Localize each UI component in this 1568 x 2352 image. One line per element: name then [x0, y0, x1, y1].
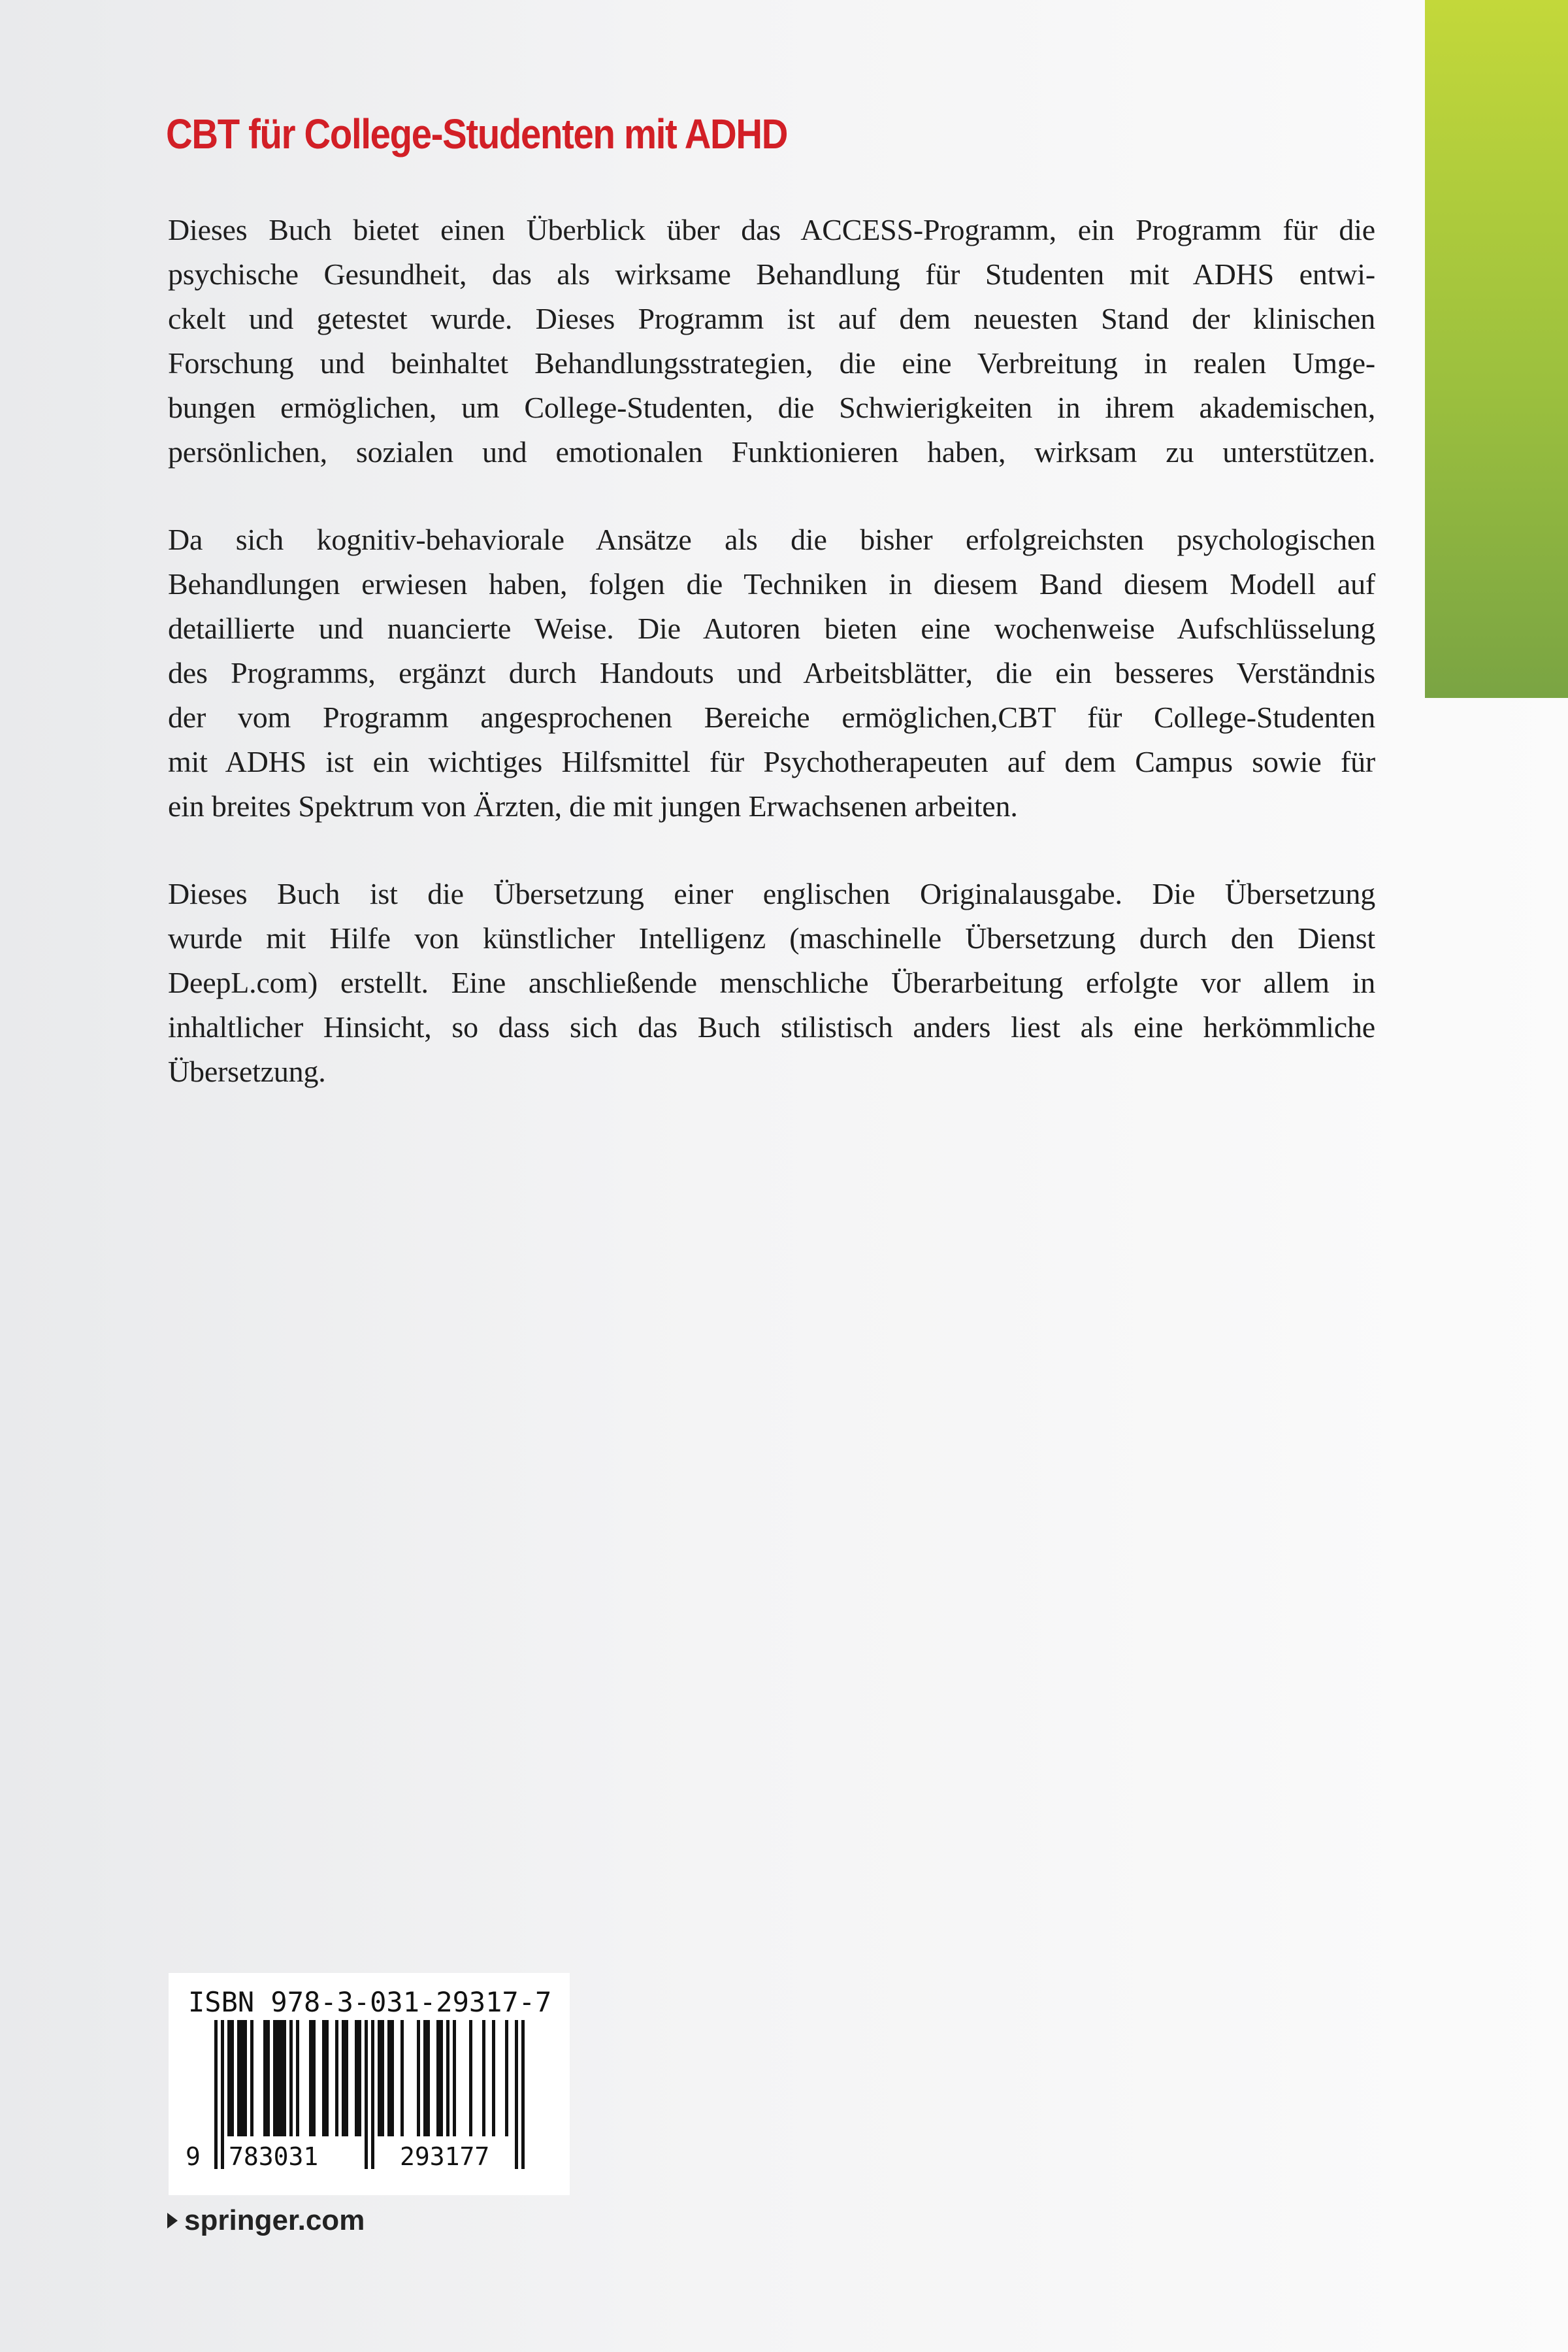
text-line: der vom Programm angesprochenen Bereiche ermöglichen,CBT für College-Studenten — [168, 701, 1375, 734]
barcode-bar — [387, 2020, 394, 2136]
barcode-bar — [482, 2020, 485, 2136]
barcode-bar — [355, 2020, 361, 2136]
paragraph-2 — [168, 518, 1375, 829]
arrow-right-icon — [167, 2213, 178, 2228]
barcode-bar — [322, 2020, 329, 2136]
barcode-bar — [342, 2020, 348, 2136]
text-line: des Programms, ergänzt durch Handouts und Arbeitsblätter, die ein besseres Verständnis — [168, 656, 1375, 689]
text-line: ein breites Spektrum von Ärzten, die mit jungen Erwachsenen arbeiten. — [168, 789, 1018, 823]
text-line: detaillierte und nuancierte Weise. Die Autoren bieten eine wochenweise Aufschlüsselung — [168, 612, 1375, 645]
barcode-bar — [273, 2020, 286, 2136]
barcode-bar — [309, 2020, 316, 2136]
barcode-bar — [400, 2020, 404, 2136]
isbn-barcode-box — [169, 1973, 570, 2195]
barcode-bar — [453, 2020, 456, 2136]
text-line: Behandlungen erwiesen haben, folgen die Techniken in diesem Band diesem Modell auf — [168, 567, 1375, 601]
barcode-bar — [263, 2020, 270, 2136]
text-line: wurde mit Hilfe von künstlicher Intelligenz (maschinelle Übersetzung durch den Dienst — [168, 921, 1375, 955]
barcode-bar — [423, 2020, 430, 2136]
text-line: ckelt und getestet wurde. Dieses Programm ist auf dem neuesten Stand der klinischen — [168, 302, 1375, 335]
barcode-bar — [436, 2020, 443, 2136]
text-line: Übersetzung. — [168, 1055, 326, 1088]
barcode-bar — [296, 2020, 299, 2136]
barcode-bar — [492, 2020, 495, 2136]
text-line: Da sich kognitiv-behaviorale Ansätze als die bisher erfolgreichsten psychologischen — [168, 523, 1375, 556]
text-line: Dieses Buch ist die Übersetzung einer englischen Originalausgabe. Die Übersetzung — [168, 877, 1375, 910]
barcode-bar — [237, 2020, 247, 2136]
book-title: CBT für College-Studenten mit ADHD — [166, 110, 788, 157]
text-line: DeepL.com) erstellt. Eine anschließende menschliche Überarbeitung erfolgte vor allem in — [168, 966, 1375, 999]
barcode-digit-group: 9 — [186, 2142, 201, 2171]
text-line: persönlichen, sozialen und emotionalen Funktionieren haben, wirksam zu unterstützen. — [168, 435, 1375, 469]
text-line: inhaltlicher Hinsicht, so dass sich das Buch stilistisch anders liest als eine herkömmliche — [168, 1010, 1375, 1044]
barcode-bar — [469, 2020, 472, 2136]
barcode-bar — [417, 2020, 420, 2136]
isbn-label: ISBN 978-3-031-29317-7 — [188, 1986, 552, 2018]
paragraph-1 — [168, 208, 1375, 474]
text-line: Forschung und beinhaltet Behandlungsstrategien, die eine Verbreitung in realen Umge- — [168, 346, 1375, 380]
paragraph-3 — [168, 872, 1375, 1094]
barcode-bar — [505, 2020, 508, 2136]
text-line: mit ADHS ist ein wichtiges Hilfsmittel für Psychotherapeuten auf dem Campus sowie für — [168, 745, 1375, 778]
barcode-bar — [227, 2020, 234, 2136]
barcode-bar — [378, 2020, 384, 2136]
barcode-digits — [186, 2140, 551, 2173]
barcode-bar — [335, 2020, 338, 2136]
text-line: psychische Gesundheit, das als wirksame Behandlung für Studenten mit ADHS entwi- — [168, 257, 1375, 291]
text-line: Dieses Buch bietet einen Überblick über das ACCESS-Programm, ein Programm für die — [168, 213, 1375, 246]
barcode-bar — [250, 2020, 253, 2136]
barcode-bar — [289, 2020, 293, 2136]
barcode-bar — [446, 2020, 449, 2136]
publisher-link[interactable] — [167, 2201, 365, 2240]
text-line: bungen ermöglichen, um College-Studenten, die Schwierigkeiten in ihrem akademischen, — [168, 391, 1375, 424]
publisher-url: springer.com — [184, 2204, 365, 2236]
barcode-digit-group: 293177 — [400, 2142, 490, 2171]
green-accent-band — [1425, 0, 1568, 698]
barcode-digit-group: 783031 — [229, 2142, 319, 2171]
